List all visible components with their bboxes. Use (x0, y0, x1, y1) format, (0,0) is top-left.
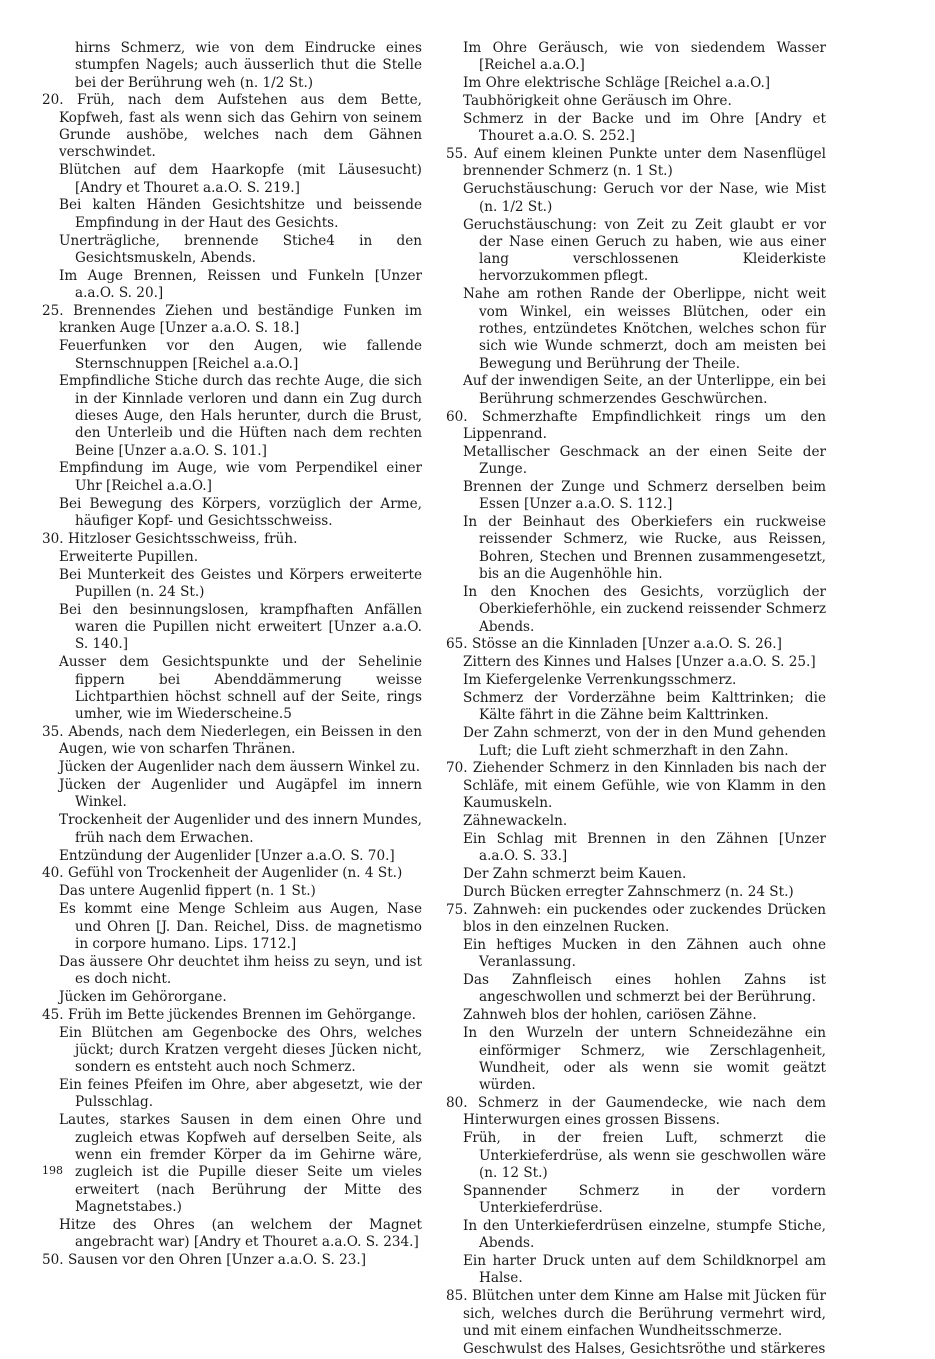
symptom-entry: Das äussere Ohr deuchtet ihm heiss zu seyn, und ist es doch nicht. (59, 953, 422, 987)
symptom-entry: Trockenheit der Augenlider und des innern Mundes, früh nach dem Erwachen. (59, 812, 422, 846)
symptom-entry: Nahe am rothen Rande der Oberlippe, nicht weit vom Winkel, ein weisses Blütchen, oder ein rothes, entzündetes Knötchen, welches schon für sich wie Wunde schmerzt, doch am meisten bei Bewegung und Berührung der Theile. (463, 286, 826, 372)
symptom-entry: Taubhörigkeit ohne Geräusch im Ohre. (463, 93, 732, 110)
symptom-entry: Metallischer Geschmack an der einen Seite der Zunge. (463, 443, 826, 478)
symptom-entry: Ein Blütchen am Gegenbocke des Ohrs, welches jückt; durch Kratzen vergeht dieses Jücken nicht, sondern es entsteht auch noch Schmerz. (59, 1024, 422, 1076)
symptom-entry: Ein heftiges Mucken in den Zähnen auch ohne Veranlassung. (463, 936, 826, 971)
symptom-entry: Es kommt eine Menge Schleim aus Augen, Nase und Ohren [J. Dan. Reichel, Diss. de magnetismo in corpore humano. Lips. 1712.] (59, 901, 422, 952)
symptom-entry: Blütchen auf dem Haarkopfe (mit Läusesucht) [Andry et Thouret a.a.O. S. 219.] (59, 162, 422, 196)
symptom-entry: Bei den besinnungslosen, krampfhaften Anfällen waren die Pupillen nicht erweitert [Unzer a.a.O. S. 140.] (59, 601, 422, 653)
symptom-entry: Bei Bewegung des Körpers, vorzüglich der Arme, häufiger Kopf- und Gesichtsschweiss. (59, 495, 422, 529)
symptom-entry: Geschwulst des Halses, Gesichtsröthe und stärkeres (463, 1340, 826, 1357)
right-column (446, 40, 826, 1359)
symptom-entry: Geruchstäuschung: Geruch vor der Nase, wie Mist (n. 1/2 St.) (463, 181, 826, 215)
symptom-entry: Jücken der Augenlider und Augäpfel im innern Winkel. (59, 777, 422, 811)
symptom-entry: Zahnweh blos der hohlen, cariösen Zähne. (463, 1007, 757, 1024)
numbered-entry: 30. Hitzloser Gesichtsschweiss, früh. (42, 530, 298, 547)
symptom-entry: Im Ohre elektrische Schläge [Reichel a.a.O.] (463, 75, 771, 92)
symptom-entry: Geruchstäuschung: von Zeit zu Zeit glaubt er vor der Nase einen Geruch zu haben, wie aus einer lang verschlossenen Kleiderkiste hervorzukommen pflegt. (463, 216, 826, 285)
symptom-entry: Im Kiefergelenke Verrenkungsschmerz. (463, 672, 737, 689)
symptom-entry: Ein Schlag mit Brennen in den Zähnen [Unzer a.a.O. S. 33.] (463, 830, 826, 865)
symptom-entry: Entzündung der Augenlider [Unzer a.a.O. S. 70.] (59, 847, 395, 864)
symptom-entry: Der Zahn schmerzt beim Kauen. (463, 866, 687, 883)
symptom-entry: hirns Schmerz, wie von dem Eindrucke eines stumpfen Nagels; auch äusserlich thut die Stelle bei der Berührung weh (n. 1/2 St.) (75, 40, 422, 91)
numbered-entry: 80. Schmerz in der Gaumendecke, wie nach dem Hinterwurgen eines grossen Bissens. (446, 1095, 826, 1129)
symptom-entry: Schmerz in der Backe und im Ohre [Andry et Thouret a.a.O. S. 252.] (463, 110, 826, 145)
symptom-entry: Durch Bücken erregter Zahnschmerz (n. 24 St.) (463, 883, 794, 900)
symptom-entry: In den Unterkieferdrüsen einzelne, stumpfe Stiche, Abends. (463, 1217, 826, 1252)
symptom-entry: Zittern des Kinnes und Halses [Unzer a.a.O. S. 25.] (463, 654, 816, 671)
symptom-entry: Jücken im Gehörorgane. (59, 988, 227, 1005)
symptom-entry: Ein feines Pfeifen im Ohre, aber abgesetzt, wie der Pulsschlag. (59, 1077, 422, 1111)
symptom-entry: Jücken der Augenlider nach dem äussern Winkel zu. (59, 759, 421, 776)
symptom-entry: Zähnewackeln. (463, 812, 568, 829)
symptom-entry: Brennen der Zunge und Schmerz derselben beim Essen [Unzer a.a.O. S. 112.] (463, 478, 826, 513)
symptom-entry: Feuerfunken vor den Augen, wie fallende Sternschnuppen [Reichel a.a.O.] (59, 338, 422, 372)
numbered-entry: 75. Zahnweh: ein puckendes oder zuckendes Drücken blos in den einzelnen Rucken. (446, 901, 826, 936)
page-number: 198 (42, 1164, 63, 1177)
numbered-entry: 65. Stösse an die Kinnladen [Unzer a.a.O. S. 26.] (446, 636, 782, 653)
symptom-entry: Der Zahn schmerzt, von der in den Mund gehenden Luft; die Luft zieht schmerzhaft in den Zahn. (463, 725, 826, 759)
symptom-entry: Ausser dem Gesichtspunkte und der Sehelinie fippern bei Abenddämmerung weisse Lichtparthien höchst schnell auf der Seite, rings umher, wie im Wiederscheine.5 (59, 654, 422, 723)
numbered-entry: 25. Brennendes Ziehen und beständige Funken im kranken Auge [Unzer a.a.O. S. 18.] (42, 303, 422, 337)
symptom-entry: Auf der inwendigen Seite, an der Unterlippe, ein bei Berührung schmerzendes Geschwürchen. (463, 373, 826, 407)
symptom-entry: In den Wurzeln der untern Schneidezähne ein einförmiger Schmerz, wie Zerschlagenheit, Wundheit, oder als wenn sie womit geätzt würden. (463, 1025, 826, 1094)
numbered-entry: 60. Schmerzhafte Empfindlichkeit rings um den Lippenrand. (446, 408, 826, 442)
numbered-entry: 50. Sausen vor den Ohren [Unzer a.a.O. S. 23.] (42, 1251, 367, 1268)
symptom-entry: In der Beinhaut des Oberkiefers ein ruckweise reissender Schmerz, wie Rucke, aus Reissen, Bohren, Stechen und Brennen zusammengesetzt, bis an die Augenhöhle hin. (463, 514, 826, 583)
symptom-entry: Schmerz der Vorderzähne beim Kalttrinken; die Kälte fährt in die Zähne beim Kalttrinken. (463, 690, 826, 724)
numbered-entry: 55. Auf einem kleinen Punkte unter dem Nasenflügel brennender Schmerz (n. 1 St.) (446, 146, 826, 180)
symptom-entry: Früh, in der freien Luft, schmerzt die Unterkieferdrüse, als wenn sie geschwollen wäre (n. 12 St.) (463, 1130, 826, 1181)
symptom-entry: Hitze des Ohres (an welchem der Magnet angebracht war) [Andry et Thouret a.a.O. S. 234.] (59, 1216, 422, 1250)
symptom-entry: Ein harter Druck unten auf dem Schildknorpel am Halse. (463, 1253, 826, 1287)
symptom-entry: In den Knochen des Gesichts, vorzüglich der Oberkieferhöhle, ein zuckend reissender Schmerz Abends. (463, 583, 826, 635)
symptom-entry: Das untere Augenlid fippert (n. 1 St.) (59, 883, 316, 900)
symptom-entry: Bei Munterkeit des Geistes und Körpers erweiterte Pupillen (n. 24 St.) (59, 566, 422, 600)
symptom-entry: Bei kalten Händen Gesichtshitze und beissende Empfindung in der Haut des Gesichts. (59, 197, 422, 231)
numbered-entry: 20. Früh, nach dem Aufstehen aus dem Bette, Kopfweh, fast als wenn sich das Gehirn von seinem Grunde aushöbe, welches nach dem Gähnen verschwindet. (42, 92, 422, 161)
numbered-entry: 35. Abends, nach dem Niederlegen, ein Beissen in den Augen, wie von scharfen Thränen. (42, 724, 422, 758)
numbered-entry: 70. Ziehender Schmerz in den Kinnladen bis nach der Schläfe, mit einem Gefühle, wie von Klamm in den Kaumuskeln. (446, 760, 826, 812)
symptom-entry: Im Auge Brennen, Reissen und Funkeln [Unzer a.a.O. S. 20.] (59, 267, 422, 302)
symptom-entry: Empfindung im Auge, wie vom Perpendikel einer Uhr [Reichel a.a.O.] (59, 460, 422, 494)
symptom-entry: Spannender Schmerz in der vordern Unterkieferdrüse. (463, 1182, 826, 1216)
symptom-entry: Erweiterte Pupillen. (59, 548, 199, 565)
numbered-entry: 40. Gefühl von Trockenheit der Augenlider (n. 4 St.) (42, 865, 403, 882)
symptom-entry: Im Ohre Geräusch, wie von siedendem Wasser [Reichel a.a.O.] (463, 40, 826, 74)
symptom-entry: Lautes, starkes Sausen in dem einen Ohre und zugleich etwas Kopfweh auf derselben Seite, als wenn ein fremder Körper da im Gehirne wäre, zugleich ist die Pupille dieser Seite um vieles erweitert (nach Berührung der Mitte des Magnetstabes.) (59, 1112, 422, 1215)
left-column (42, 40, 422, 1270)
numbered-entry: 85. Blütchen unter dem Kinne am Halse mit Jücken für sich, welches durch die Berührung vermehrt wird, und mit einem einfachen Wundheitsschmerze. (446, 1288, 826, 1339)
symptom-entry: Das Zahnfleisch eines hohlen Zahns ist angeschwollen und schmerzt bei der Berührung. (463, 972, 826, 1006)
symptom-entry: Unerträgliche, brennende Stiche4 in den Gesichtsmuskeln, Abends. (59, 232, 422, 266)
numbered-entry: 45. Früh im Bette jückendes Brennen im Gehörgange. (42, 1006, 416, 1023)
symptom-entry: Empfindliche Stiche durch das rechte Auge, die sich in der Kinnlade verloren und dann ein Zug durch dieses Auge, den Hals herunter, durch die Brust, den Unterleib und die Hüften nach dem rechten Beine [Unzer a.a.O. S. 101.] (59, 373, 422, 459)
